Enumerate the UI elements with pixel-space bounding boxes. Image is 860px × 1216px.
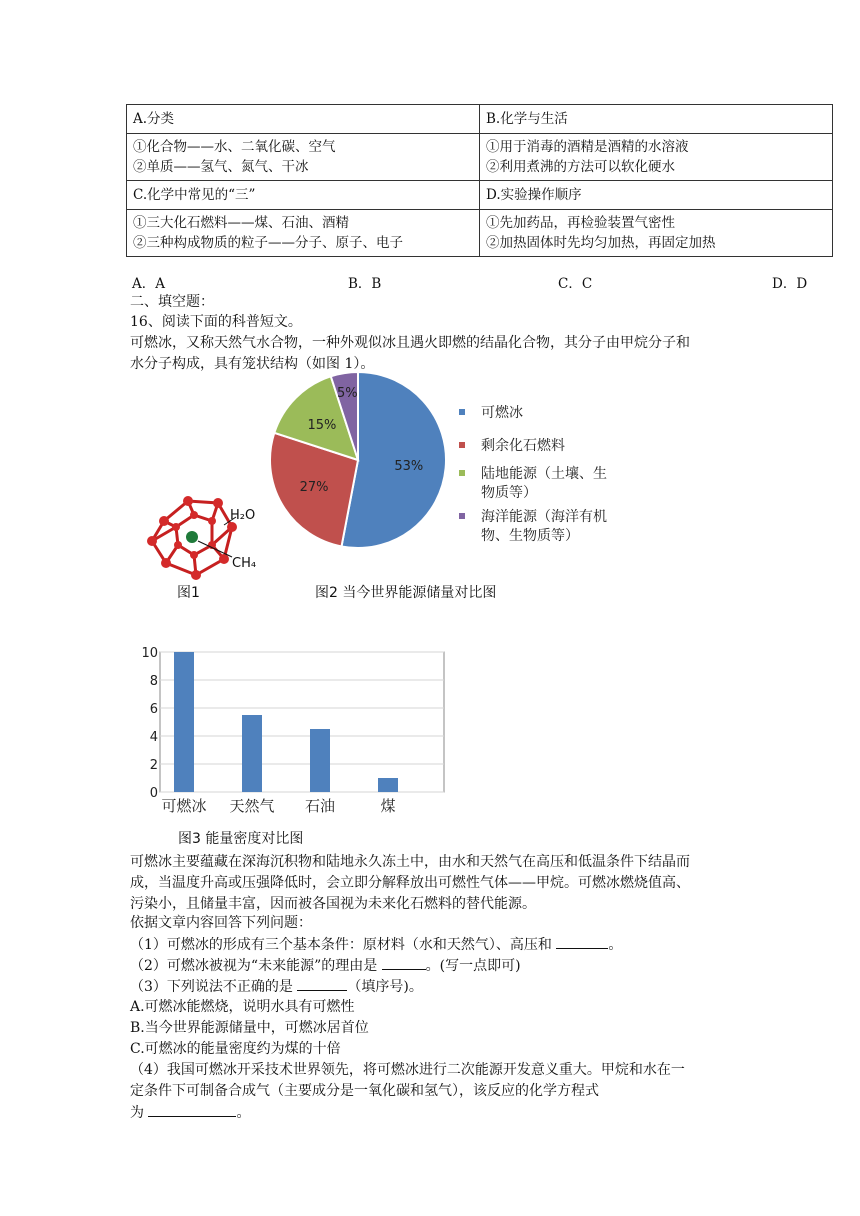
option-c[interactable]: C．C xyxy=(558,276,593,292)
pie-slice-label: 15% xyxy=(307,417,337,433)
question-3 xyxy=(130,976,423,997)
question-2 xyxy=(130,955,521,976)
cell-a-header: A.分类 xyxy=(127,105,480,134)
cell-line: ①三大化石燃料——煤、石油、酒精 xyxy=(133,215,349,231)
question-4-line-2: 定条件下可制备合成气（主要成分是一氧化碳和氢气），该反应的化学方程式 xyxy=(130,1083,599,1099)
figure-1-molecule xyxy=(140,485,280,605)
question-1-text: （1）可燃冰的形成有三个基本条件：原材料（水和天然气）、高压和 xyxy=(130,937,557,953)
question-4-text: 为 xyxy=(130,1105,149,1121)
bar xyxy=(242,715,262,792)
option-b[interactable]: B．B xyxy=(348,276,382,292)
legend-item-3: 海洋能源（海洋有机 xyxy=(481,509,607,525)
cell-d-header: D.实验操作顺序 xyxy=(480,181,833,210)
cell-b-header: B.化学与生活 xyxy=(480,105,833,134)
q3-option-b: B.当今世界能源储量中，可燃冰居首位 xyxy=(130,1020,369,1036)
intro-line-2: 水分子构成，具有笼状结构（如图 1）。 xyxy=(130,356,375,372)
cell-d-body xyxy=(480,210,833,257)
legend-swatch xyxy=(459,442,465,448)
question-3-text: （3）下列说法不正确的是 xyxy=(130,979,298,995)
option-d[interactable]: D．D xyxy=(772,276,808,292)
paragraph-line: 成，当温度升高或压强降低时，会立即分解释放出可燃性气体——甲烷。可燃冰燃烧值高、 xyxy=(130,875,690,891)
option-a[interactable]: A．A xyxy=(132,276,165,292)
q3-option-c: C.可燃冰的能量密度约为煤的十倍 xyxy=(130,1041,341,1057)
figure-1-caption: 图1 xyxy=(177,585,200,601)
legend-item-1: 剩余化石燃料 xyxy=(481,438,565,454)
pie-slice-label: 53% xyxy=(394,458,424,474)
y-tick-label: 6 xyxy=(149,702,158,717)
figure-2-caption: 图2 当今世界能源储量对比图 xyxy=(315,585,497,601)
question-16-title: 16、阅读下面的科普短文。 xyxy=(130,314,302,330)
x-tick-label: 天然气 xyxy=(229,797,275,815)
bar xyxy=(310,729,330,792)
question-3-end: （填序号)。 xyxy=(347,979,423,995)
question-2-blank[interactable] xyxy=(382,955,426,970)
question-2-text: （2）可燃冰被视为“未来能源”的理由是 xyxy=(130,958,382,974)
cell-line: ①用于消毒的酒精是酒精的水溶液 xyxy=(486,139,689,155)
intro-line-1: 可燃冰，又称天然气水合物，一种外观似冰且遇火即燃的结晶化合物，其分子由甲烷分子和 xyxy=(130,335,690,351)
x-tick-label: 煤 xyxy=(380,797,396,815)
y-tick-label: 10 xyxy=(141,646,158,661)
question-3-blank[interactable] xyxy=(297,976,347,991)
bar-chart xyxy=(140,644,450,818)
y-tick-label: 0 xyxy=(149,786,158,801)
pie-slice-label: 27% xyxy=(299,479,329,495)
question-4-line-3 xyxy=(130,1102,250,1123)
legend-item-2: 陆地能源（土壤、生 xyxy=(481,466,607,482)
pie-slice-label: 5% xyxy=(336,386,358,402)
answer-prompt: 依据文章内容回答下列问题： xyxy=(130,915,312,931)
cell-line: ①化合物——水、二氧化碳、空气 xyxy=(133,139,336,155)
cell-c-header: C.化学中常见的“三” xyxy=(127,181,480,210)
question-4-end: 。 xyxy=(236,1105,251,1121)
y-tick-label: 2 xyxy=(149,758,158,773)
legend-item-2b: 物质等） xyxy=(481,485,537,501)
plot-frame xyxy=(160,652,444,792)
question-1 xyxy=(130,934,622,955)
legend-item-0: 可燃冰 xyxy=(481,405,523,421)
question-table xyxy=(126,104,833,257)
bar xyxy=(174,652,194,792)
paragraph-line: 污染小，且储量丰富，因而被各国视为未来化石燃料的替代能源。 xyxy=(130,896,536,912)
cell-c-body xyxy=(127,210,480,257)
methane-molecule xyxy=(186,531,198,543)
paragraph-line: 可燃冰主要蕴藏在深海沉积物和陆地永久冻土中，由水和天然气在高压和低温条件下结晶而 xyxy=(130,854,690,870)
x-tick-label: 石油 xyxy=(304,797,336,815)
cell-line: ①先加药品，再检验装置气密性 xyxy=(486,215,675,231)
cell-line: ②单质——氢气、氮气、干冰 xyxy=(133,159,309,175)
cell-line: ②加热固体时先均匀加热，再固定加热 xyxy=(486,235,716,251)
y-tick-label: 4 xyxy=(149,730,158,745)
x-tick-label: 可燃冰 xyxy=(161,797,207,815)
question-4-blank[interactable] xyxy=(148,1102,236,1117)
q3-option-a: A.可燃冰能燃烧，说明水具有可燃性 xyxy=(130,999,355,1015)
h2o-label: H₂O xyxy=(230,508,256,523)
question-1-blank[interactable] xyxy=(556,934,608,949)
legend-swatch xyxy=(459,409,465,415)
pie-chart xyxy=(262,366,642,556)
question-1-end: 。 xyxy=(608,937,623,953)
cell-b-body xyxy=(480,134,833,181)
legend-swatch xyxy=(459,513,465,519)
y-tick-label: 8 xyxy=(149,674,158,689)
question-2-end: 。(写一点即可) xyxy=(425,958,521,974)
ch4-label: CH₄ xyxy=(232,556,257,571)
cell-a-body xyxy=(127,134,480,181)
figure-3-caption: 图3 能量密度对比图 xyxy=(178,831,304,847)
legend-item-3b: 物、生物质等） xyxy=(481,528,579,544)
cell-line: ②三种构成物质的粒子——分子、原子、电子 xyxy=(133,235,403,251)
cell-line: ②利用煮沸的方法可以软化硬水 xyxy=(486,159,675,175)
bar xyxy=(378,778,398,792)
section-heading: 二、填空题： xyxy=(130,294,214,310)
question-4-line-1: （4）我国可燃冰开采技术世界领先，将可燃冰进行二次能源开发意义重大。甲烷和水在一 xyxy=(130,1062,685,1078)
paragraph-2 xyxy=(130,852,730,915)
legend-swatch xyxy=(459,470,465,476)
